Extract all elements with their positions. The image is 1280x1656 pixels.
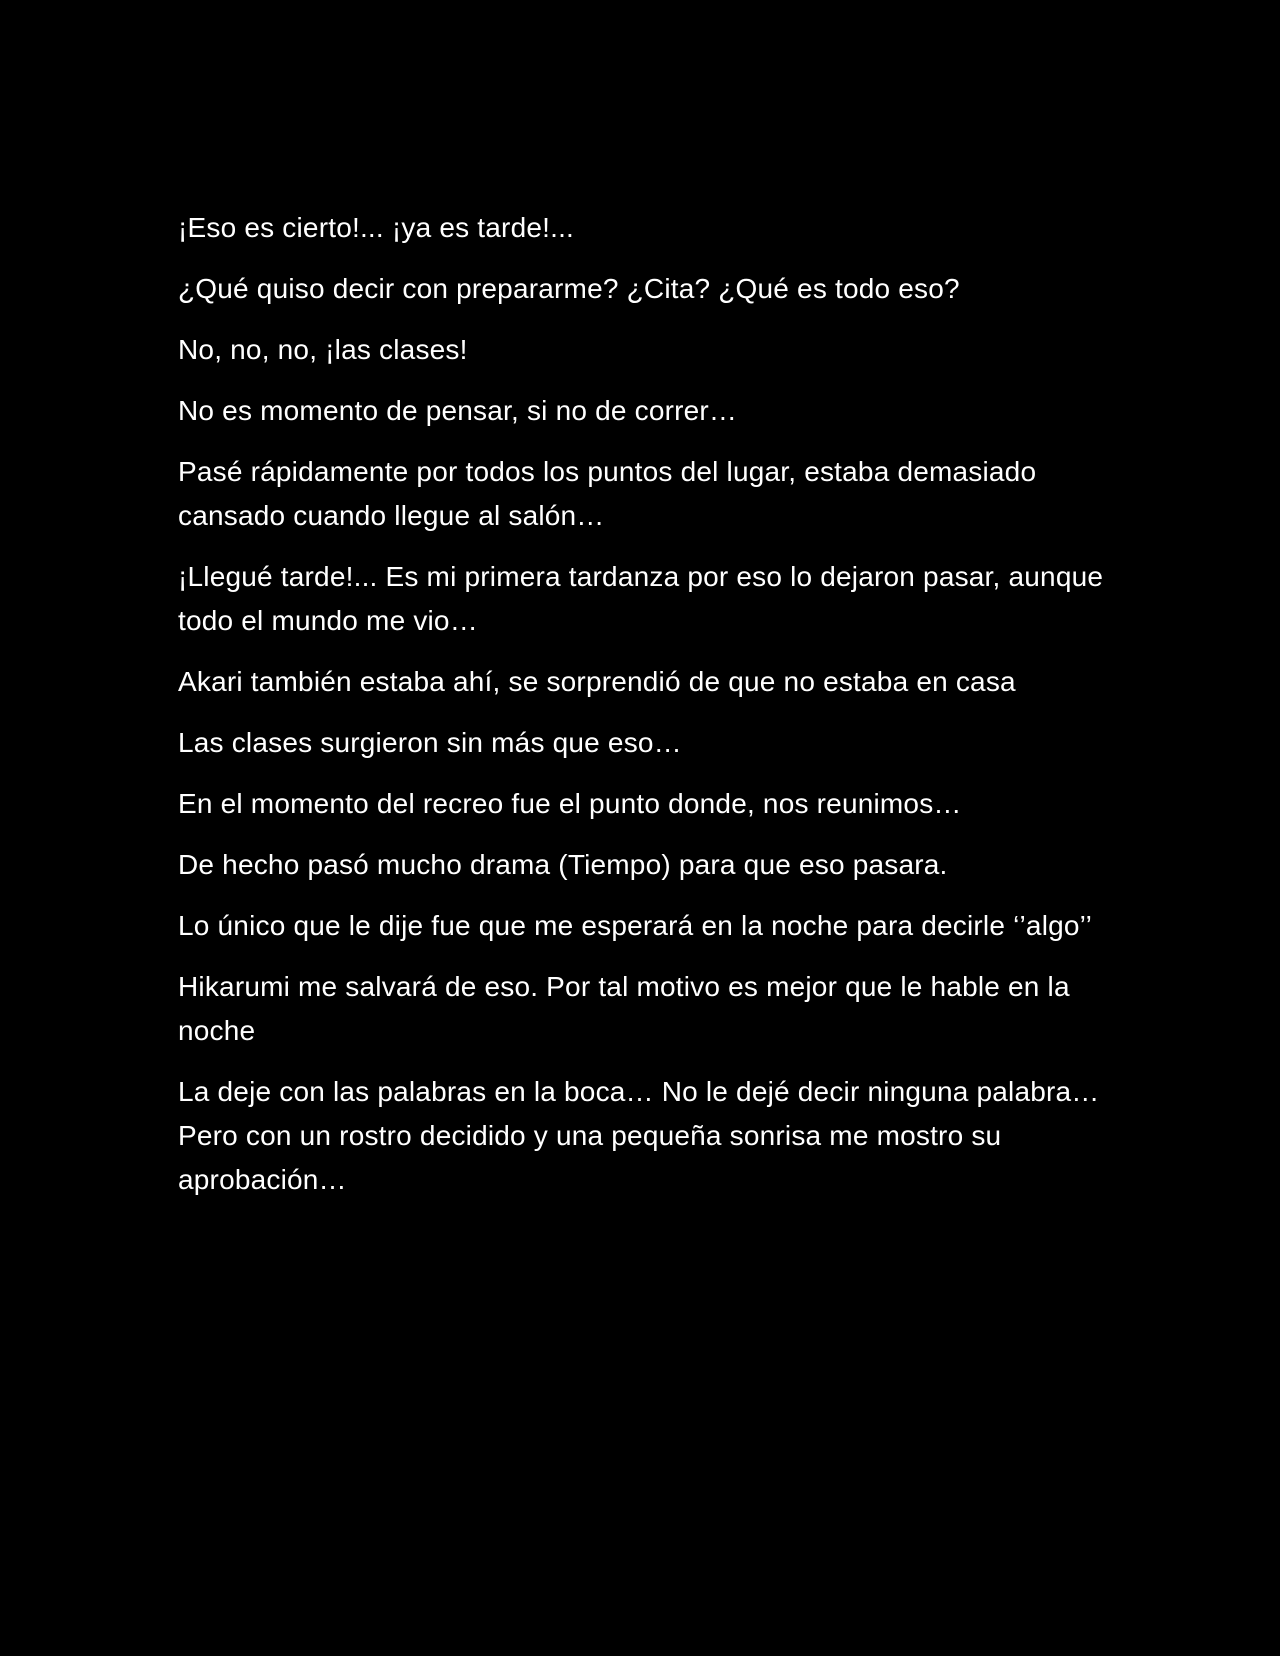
paragraph: ¿Qué quiso decir con prepararme? ¿Cita? ¿Qué es todo eso?	[178, 273, 960, 304]
document-body	[178, 206, 1108, 1219]
paragraph: Akari también estaba ahí, se sorprendió de que no estaba en casa	[178, 666, 1016, 697]
paragraph: La deje con las palabras en la boca… No le dejé decir ninguna palabra… Pero con un rostro decidido y una pequeña sonrisa me mostro su aprobación…	[178, 1076, 1100, 1195]
paragraph: No es momento de pensar, si no de correr…	[178, 395, 738, 426]
paragraph: Hikarumi me salvará de eso. Por tal motivo es mejor que le hable en la noche	[178, 971, 1070, 1046]
paragraph: ¡Eso es cierto!... ¡ya es tarde!...	[178, 212, 575, 243]
paragraph: De hecho pasó mucho drama (Tiempo) para que eso pasara.	[178, 849, 948, 880]
paragraph: ¡Llegué tarde!... Es mi primera tardanza por eso lo dejaron pasar, aunque todo el mundo me vio…	[178, 561, 1104, 636]
paragraph: Las clases surgieron sin más que eso…	[178, 727, 682, 758]
paragraph: Pasé rápidamente por todos los puntos del lugar, estaba demasiado cansado cuando llegue al salón…	[178, 456, 1037, 531]
paragraph: No, no, no, ¡las clases!	[178, 334, 468, 365]
paragraph: Lo único que le dije fue que me esperará en la noche para decirle ‘’algo’’	[178, 910, 1092, 941]
paragraph: En el momento del recreo fue el punto donde, nos reunimos…	[178, 788, 962, 819]
